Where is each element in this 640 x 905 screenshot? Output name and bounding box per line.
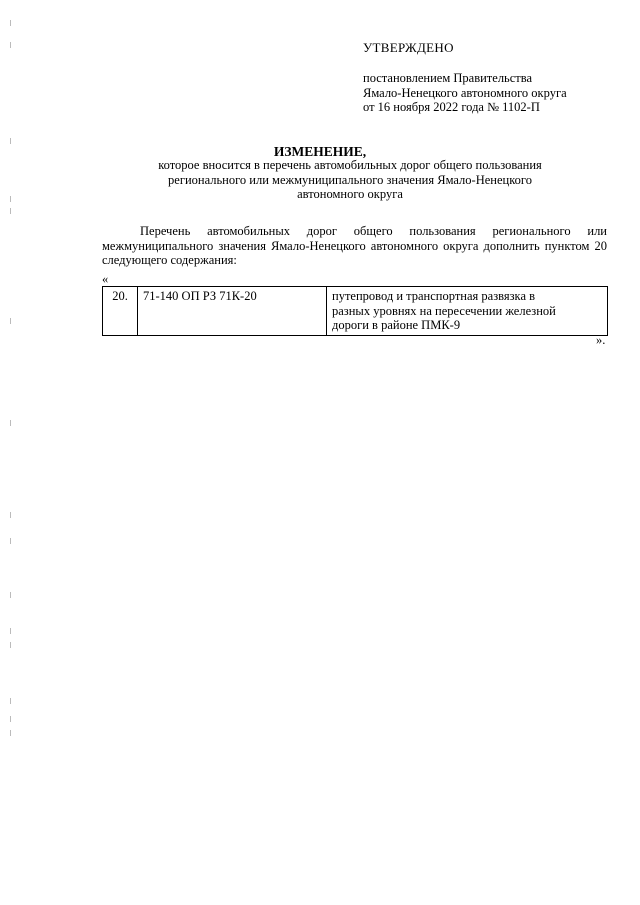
- approval-stamp: УТВЕРЖДЕНО: [363, 40, 454, 55]
- table-row: [103, 287, 608, 336]
- row-number: 20.: [103, 287, 138, 336]
- description-line: разных уровнях на пересечении железной: [332, 303, 556, 318]
- roads-table: [102, 286, 608, 336]
- subtitle-line: которое вносится в перечень автомобильных дорог общего пользования: [158, 158, 542, 172]
- road-description: [327, 287, 608, 336]
- scan-margin-marks: [10, 0, 12, 905]
- description-line: дороги в районе ПМК-9: [332, 318, 461, 332]
- subtitle-line: автономного округа: [297, 187, 403, 201]
- body-paragraph: Перечень автомобильных дорог общего пользования регионального или межмуниципального значения Ямало-Ненецкого автономного округа дополнить пунктом 20 следующего содержания:: [102, 224, 607, 267]
- closing-quote: ».: [596, 333, 606, 347]
- description-line: путепровод и транспортная развязка в: [332, 289, 536, 303]
- approval-line: от 16 ноября 2022 года № 1102-П: [363, 100, 540, 114]
- document-subtitle: [110, 158, 590, 202]
- document-title: ИЗМЕНЕНИЕ,: [273, 144, 367, 159]
- approval-line: постановлением Правительства: [363, 71, 533, 85]
- subtitle-line: регионального или межмуниципального значения Ямало-Ненецкого: [168, 172, 532, 187]
- approval-line: Ямало-Ненецкого автономного округа: [363, 85, 567, 100]
- opening-quote: «: [102, 272, 109, 286]
- road-code: 71-140 ОП РЗ 71К-20: [138, 287, 327, 336]
- approval-details: [363, 71, 567, 115]
